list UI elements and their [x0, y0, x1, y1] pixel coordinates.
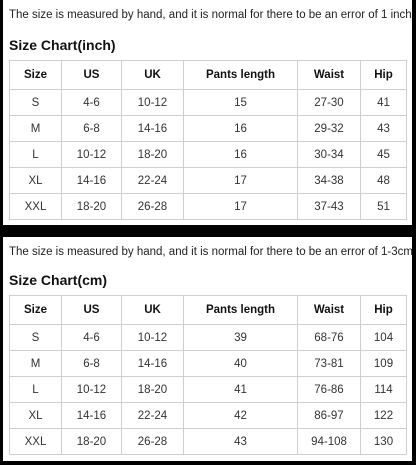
cell-us: 6-8 — [62, 116, 122, 142]
cell-size: S — [10, 90, 62, 116]
header-uk: UK — [122, 61, 184, 90]
table-row — [10, 325, 407, 351]
cell-uk: 18-20 — [122, 142, 184, 168]
cell-uk: 22-24 — [122, 168, 184, 194]
cell-waist: 94-108 — [298, 429, 361, 455]
cell-waist: 86-97 — [298, 403, 361, 429]
cell-size: M — [10, 351, 62, 377]
cell-uk: 14-16 — [122, 351, 184, 377]
cell-uk: 18-20 — [122, 377, 184, 403]
cell-hip: 130 — [361, 429, 407, 455]
header-waist: Waist — [298, 61, 361, 90]
cell-size: XL — [10, 168, 62, 194]
cell-size: L — [10, 142, 62, 168]
header-size: Size — [10, 296, 62, 325]
cell-us: 18-20 — [62, 429, 122, 455]
cell-pants-length: 41 — [184, 377, 298, 403]
cell-us: 4-6 — [62, 325, 122, 351]
cell-waist: 37-43 — [298, 194, 361, 220]
measurement-note: The size is measured by hand, and it is normal for there to be an error of 1-3cm — [9, 246, 413, 258]
inch-size-chart-panel — [3, 0, 412, 225]
table-row — [10, 90, 407, 116]
table-row — [10, 403, 407, 429]
cell-uk: 10-12 — [122, 325, 184, 351]
header-us: US — [62, 296, 122, 325]
cell-us: 10-12 — [62, 377, 122, 403]
size-table — [9, 295, 407, 455]
table-row — [10, 116, 407, 142]
cell-hip: 114 — [361, 377, 407, 403]
cell-pants-length: 15 — [184, 90, 298, 116]
cell-uk: 26-28 — [122, 429, 184, 455]
cell-uk: 14-16 — [122, 116, 184, 142]
cell-size: XXL — [10, 194, 62, 220]
header-uk: UK — [122, 296, 184, 325]
cell-hip: 109 — [361, 351, 407, 377]
cell-hip: 43 — [361, 116, 407, 142]
size-table — [9, 60, 407, 220]
cell-waist: 27-30 — [298, 90, 361, 116]
cm-size-chart-panel — [3, 237, 412, 461]
cell-waist: 34-38 — [298, 168, 361, 194]
cell-size: M — [10, 116, 62, 142]
cell-uk: 10-12 — [122, 90, 184, 116]
cell-hip: 51 — [361, 194, 407, 220]
cell-waist: 76-86 — [298, 377, 361, 403]
header-size: Size — [10, 61, 62, 90]
table-row — [10, 168, 407, 194]
cell-pants-length: 16 — [184, 116, 298, 142]
measurement-note: The size is measured by hand, and it is normal for there to be an error of 1 inch — [9, 9, 412, 21]
cell-size: S — [10, 325, 62, 351]
cell-uk: 22-24 — [122, 403, 184, 429]
header-pants-length: Pants length — [184, 61, 298, 90]
cell-hip: 48 — [361, 168, 407, 194]
cell-size: XL — [10, 403, 62, 429]
cell-size: L — [10, 377, 62, 403]
table-row — [10, 429, 407, 455]
table-row — [10, 377, 407, 403]
cell-waist: 68-76 — [298, 325, 361, 351]
cell-pants-length: 43 — [184, 429, 298, 455]
header-hip: Hip — [361, 61, 407, 90]
header-waist: Waist — [298, 296, 361, 325]
table-row — [10, 351, 407, 377]
cell-pants-length: 17 — [184, 168, 298, 194]
cell-waist: 29-32 — [298, 116, 361, 142]
cell-us: 4-6 — [62, 90, 122, 116]
cell-pants-length: 39 — [184, 325, 298, 351]
cell-hip: 45 — [361, 142, 407, 168]
cell-us: 10-12 — [62, 142, 122, 168]
table-header-row — [10, 61, 407, 90]
cell-pants-length: 17 — [184, 194, 298, 220]
cell-pants-length: 40 — [184, 351, 298, 377]
cell-waist: 73-81 — [298, 351, 361, 377]
table-row — [10, 142, 407, 168]
header-pants-length: Pants length — [184, 296, 298, 325]
cell-pants-length: 16 — [184, 142, 298, 168]
chart-title: Size Chart(inch) — [9, 37, 116, 53]
cell-hip: 122 — [361, 403, 407, 429]
cell-us: 14-16 — [62, 403, 122, 429]
table-header-row — [10, 296, 407, 325]
cell-hip: 41 — [361, 90, 407, 116]
cell-waist: 30-34 — [298, 142, 361, 168]
cell-us: 6-8 — [62, 351, 122, 377]
table-row — [10, 194, 407, 220]
cell-us: 14-16 — [62, 168, 122, 194]
cell-us: 18-20 — [62, 194, 122, 220]
cell-uk: 26-28 — [122, 194, 184, 220]
header-us: US — [62, 61, 122, 90]
cell-pants-length: 42 — [184, 403, 298, 429]
cell-size: XXL — [10, 429, 62, 455]
header-hip: Hip — [361, 296, 407, 325]
cell-hip: 104 — [361, 325, 407, 351]
chart-title: Size Chart(cm) — [9, 272, 108, 288]
